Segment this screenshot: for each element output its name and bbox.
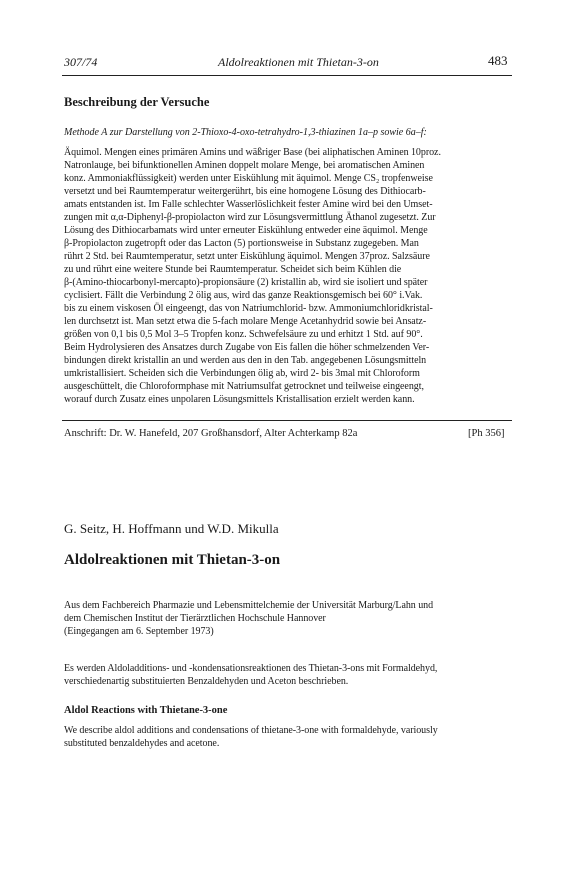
body-line: cyclisiert. Fällt die Verbindung 2 ölig aus, wird das ganze Reaktionsgemisch bei 60° i.Vak.: [64, 290, 423, 301]
affiliation-line: dem Chemischen Institut der Tierärztlichen Hochschule Hannover: [64, 613, 326, 624]
header-journal-ref: 307/74: [64, 55, 98, 69]
body-line: Natronlauge, bei bifunktionellen Aminen doppelt molare Menge, bei aromatischen Aminen: [64, 160, 425, 171]
abstract-en-line: substituted benzaldehydes and acetone.: [64, 738, 220, 749]
body-line: amats entstanden ist. Im Falle schlechter Wasserlöslichkeit fester Amine wird bei den Umset-: [64, 199, 433, 210]
header-page-number: 483: [488, 53, 508, 68]
body-line: β-(Amino-thiocarbonyl-mercapto)-propionsäure (2) kristallin ab, wird sie isoliert und später: [64, 277, 428, 288]
article-title: Aldolreaktionen mit Thietan-3-on: [64, 552, 281, 568]
abstract-en-line: We describe aldol additions and condensations of thietane-3-one with formaldehyde, variously: [64, 725, 438, 736]
body-line: len durchsetzt ist. Man setzt etwa die 5-fach molare Menge Acetanhydrid sowie bei Ansatz-: [64, 316, 427, 327]
header-rule: [62, 75, 512, 76]
abstract-de-line: Es werden Aldoladditions- und -kondensationsreaktionen des Thietan-3-ons mit Formaldehyd,: [64, 663, 438, 674]
body-line: bindungen direkt kristallin an und werden aus den in den Tab. angegebenen Lösungsmitteln: [64, 355, 427, 366]
body-line: ausgeschüttelt, die Chloroformphase mit Natriumsulfat getrocknet und teilweise eingeengt,: [64, 381, 424, 392]
body-line: worauf durch Zusatz eines unpolaren Lösungsmittels Kristallisation erzielt werden kann.: [64, 394, 415, 405]
section-heading: Beschreibung der Versuche: [64, 95, 210, 109]
english-title: Aldol Reactions with Thietane-3-one: [64, 705, 228, 716]
body-line: rührt 2 Std. bei Raumtemperatur, setzt unter Eiskühlung äquimol. Mengen 37proz. Salzsäure: [64, 251, 430, 262]
affiliation-line: (Eingegangen am 6. September 1973): [64, 626, 214, 637]
affiliation-line: Aus dem Fachbereich Pharmazie und Lebensmittelchemie der Universität Marburg/Lahn und: [64, 600, 434, 611]
body-line: Äquimol. Mengen eines primären Amins und wäßriger Base (bei aliphatischen Aminen 10proz.: [64, 147, 441, 158]
method-line: Methode A zur Darstellung von 2-Thioxo-4-oxo-tetrahydro-1,3-thiazinen 1a–p sowie 6a–f:: [64, 127, 427, 138]
body-line: größen von 0,1 bis 0,5 Mol 3–5 Tropfen konz. Schwefelsäure zu und erhitzt 1 Std. auf 90°.: [64, 329, 423, 340]
abstract-de-line: verschiedenartig substituierten Benzaldehyden und Aceton beschrieben.: [64, 676, 349, 687]
author-address: Anschrift: Dr. W. Hanefeld, 207 Großhansdorf, Alter Achterkamp 82a: [64, 428, 358, 439]
body-line: umkristallisiert. Scheiden sich die Verbindungen ölig ab, wird 2- bis 3mal mit Chloroform: [64, 368, 420, 379]
body-line: Lösung des Dithiocarbamats wird unter erneuter Eiskühlung entweder eine äquimol. Menge: [64, 225, 428, 236]
header-running-title: Aldolreaktionen mit Thietan-3-on: [218, 55, 379, 69]
article-authors: G. Seitz, H. Hoffmann und W.D. Mikulla: [64, 521, 279, 536]
body-line: bis zu einem viskosen Öl eingeengt, das von Natriumchlorid- bzw. Ammoniumchloridkristal-: [64, 303, 433, 314]
body-line: versetzt und bei Raumtemperatur weitergerührt, bis eine homogene Lösung des Dithiocarb-: [64, 186, 426, 197]
body-line: zungen mit α,α-Diphenyl-β-propiolacton wird zur Lösungsvermittlung Äthanol zugesetzt. Zur: [64, 212, 436, 223]
body-line: zu und rührt eine weitere Stunde bei Raumtemperatur. Scheidet sich beim Kühlen die: [64, 264, 402, 275]
section-rule: [62, 420, 512, 421]
reference-code: [Ph 356]: [468, 428, 505, 439]
body-line: Beim Hydrolysieren des Ansatzes durch Zugabe von Eis fallen die höher schmelzenden Ver-: [64, 342, 430, 353]
body-line: β-Propiolacton zugetropft oder das Lacton (5) portionsweise in Substanz zugegeben. Man: [64, 238, 419, 249]
body-line: konz. Ammoniakflüssigkeit) werden unter Eiskühlung mit äquimol. Menge CS₂ tropfenweise: [64, 173, 433, 184]
